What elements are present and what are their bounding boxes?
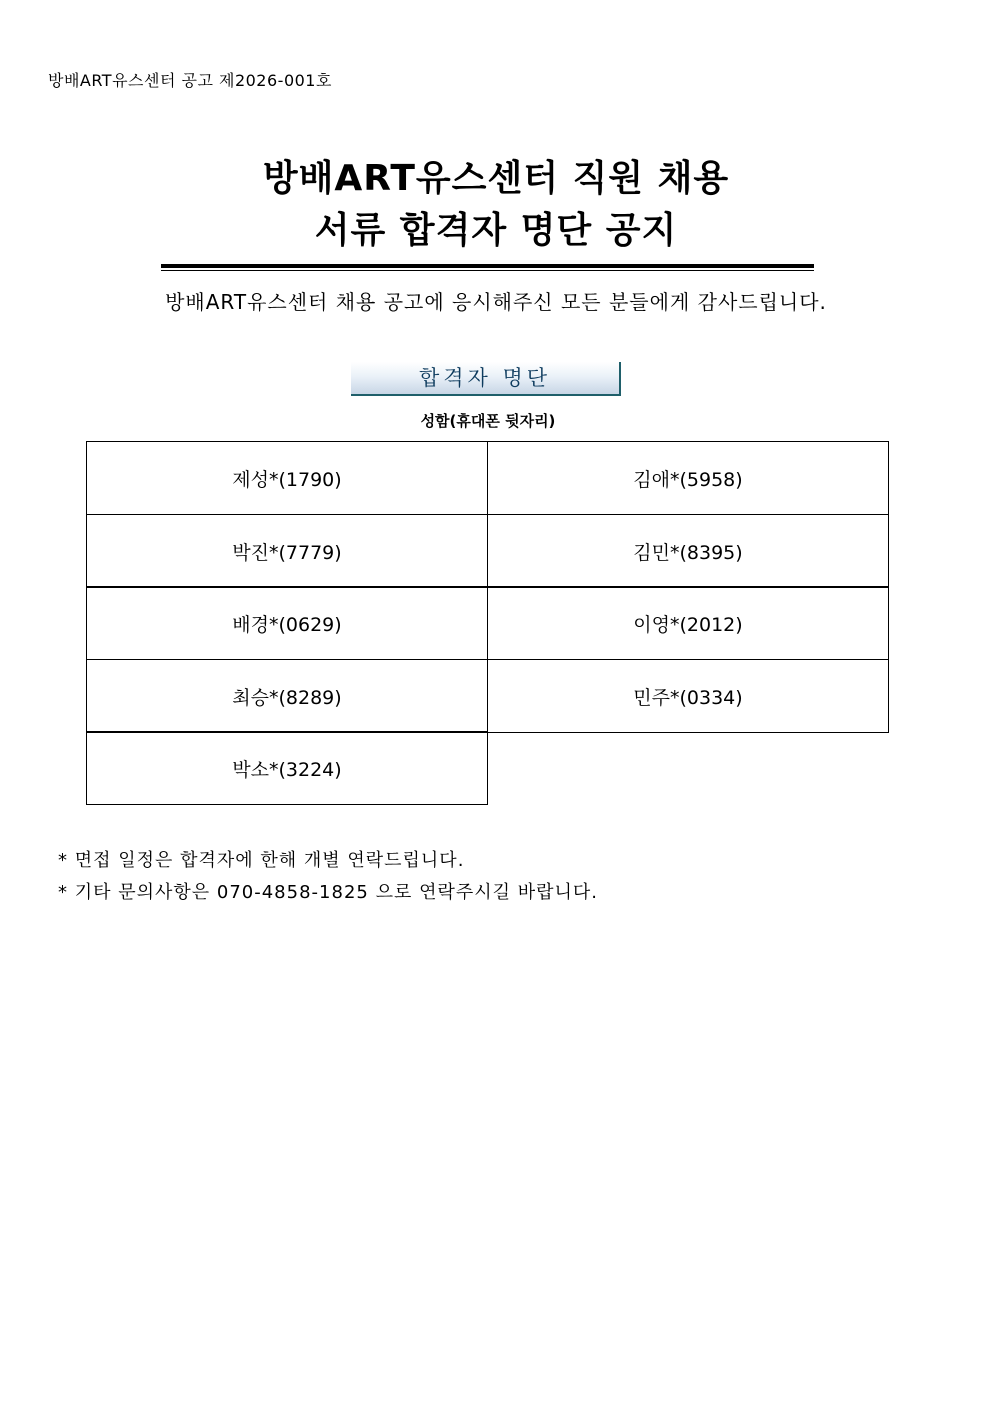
section-heading-box: 합격자 명단: [351, 362, 621, 396]
note-contact-info: * 기타 문의사항은 070-4858-1825 으로 연락주시길 바랍니다.: [58, 882, 598, 903]
table-subheading: 성함(휴대폰 뒷자리): [420, 412, 556, 430]
passer-cell: 최승*(8289): [86, 659, 488, 733]
passer-cell: 이영*(2012): [487, 586, 889, 660]
passer-cell: 배경*(0629): [86, 586, 488, 660]
passer-cell: 제성*(1790): [86, 441, 488, 515]
title-divider-thick: [161, 264, 814, 268]
passer-cell: 박소*(3224): [86, 731, 488, 805]
passer-cell: 박진*(7779): [86, 514, 488, 588]
page-title-line2: 서류 합격자 명단 공지: [314, 210, 678, 251]
notice-number: 방배ART유스센터 공고 제2026-001호: [48, 71, 332, 90]
passer-cell: 김민*(8395): [487, 514, 889, 588]
title-divider-thin: [161, 270, 814, 271]
intro-text: 방배ART유스센터 채용 공고에 응시해주신 모든 분들에게 감사드립니다.: [165, 290, 827, 314]
page-title-line1: 방배ART유스센터 직원 채용: [262, 158, 730, 199]
passer-cell: 민주*(0334): [487, 659, 889, 733]
note-interview-schedule: * 면접 일정은 합격자에 한해 개별 연락드립니다.: [58, 850, 465, 871]
passer-cell: 김애*(5958): [487, 441, 889, 515]
